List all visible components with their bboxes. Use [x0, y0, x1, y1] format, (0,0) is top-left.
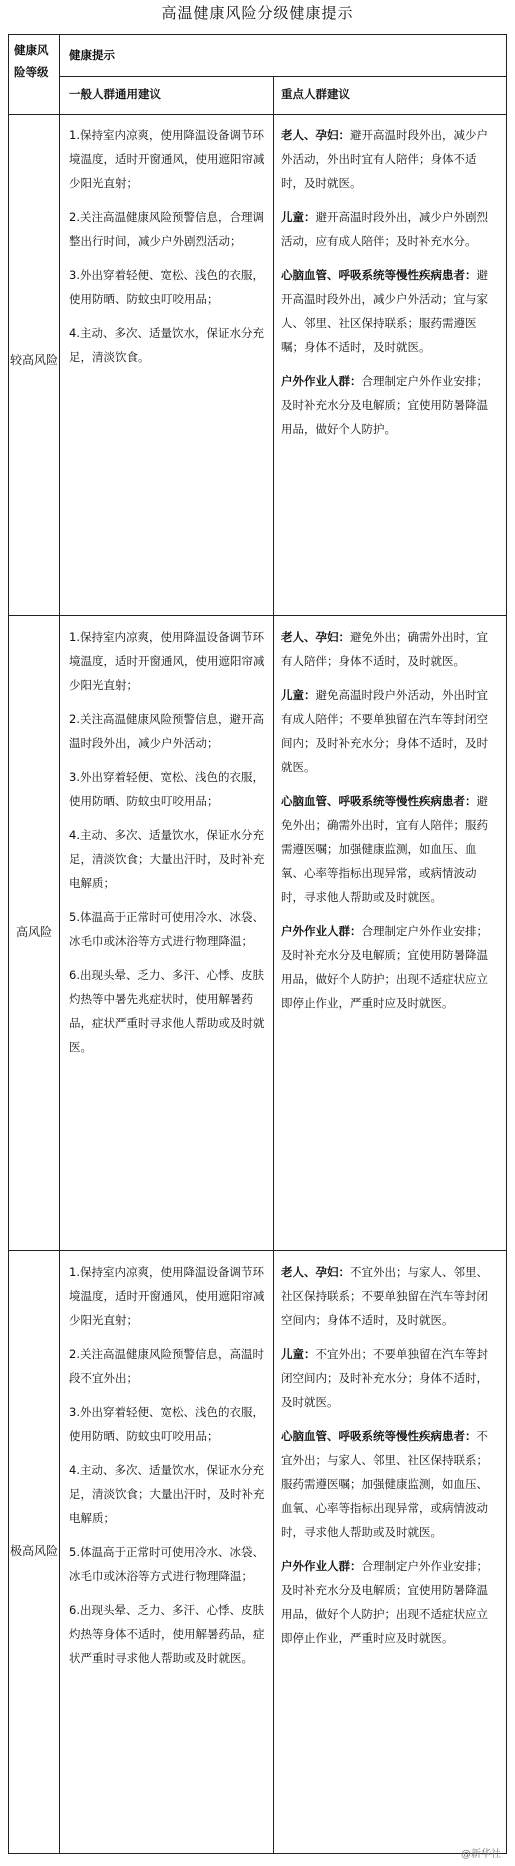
general-item: 4.主动、多次、适量饮水，保证水分充足，清淡饮食；大量出汗时，及时补充电解质；	[69, 1463, 265, 1525]
general-advice-row-1	[69, 123, 265, 379]
key-advice-row-3	[281, 1260, 499, 1660]
row-divider-subheader	[9, 114, 506, 115]
general-item: 5.体温高于正常时可使用冷水、冰袋、冰毛巾或沐浴等方式进行物理降温；	[69, 1545, 264, 1583]
key-group: 老人、孕妇：	[281, 1265, 350, 1279]
general-item: 2.关注高温健康风险预警信息，高温时段不宜外出；	[69, 1347, 264, 1385]
key-group: 心脑血管、呼吸系统等慢性疾病患者：	[281, 268, 477, 282]
row-divider-header	[59, 76, 506, 77]
general-item: 4.主动、多次、适量饮水，保证水分充足，清淡饮食；大量出汗时，及时补充电解质；	[69, 828, 265, 890]
general-advice-row-3	[69, 1260, 265, 1680]
col-divider-2	[273, 76, 274, 1853]
key-text: 避免外出；确需外出时，宜有人陪伴；服药需遵医嘱；加强健康监测，如血压、血氧、心率等指标出现异常，或病情波动时，寻求他人帮助或及时就医。	[281, 794, 488, 904]
general-item: 2.关注高温健康风险预警信息，避开高温时段外出，减少户外活动；	[69, 712, 264, 750]
key-group: 儿童：	[281, 210, 316, 224]
general-item: 1.保持室内凉爽，使用降温设备调节环境温度，适时开窗通风，使用遮阳帘减少阳光直射；	[69, 1265, 265, 1327]
health-tips-table	[8, 34, 507, 1854]
key-group: 户外作业人群：	[281, 374, 362, 388]
header-key: 重点人群建议	[281, 87, 350, 101]
header-general: 一般人群通用建议	[69, 87, 161, 101]
key-item	[281, 625, 499, 673]
risk-level-1: 较高风险	[9, 353, 58, 367]
key-group: 心脑血管、呼吸系统等慢性疾病患者：	[281, 1429, 477, 1443]
watermark: @新华社	[461, 1849, 501, 1860]
key-text: 避免外出；确需外出时，宜有人陪伴；身体不适时，及时就医。	[281, 630, 488, 668]
key-advice-row-1	[281, 123, 499, 451]
key-item	[281, 123, 499, 195]
general-item: 4.主动、多次、适量饮水，保证水分充足，清淡饮食。	[69, 326, 264, 364]
key-text: 不宜外出；与家人、邻里、社区保持联系；不要单独留在汽车等封闭空间内；身体不适时，及时就医。	[281, 1265, 488, 1327]
key-item	[281, 369, 499, 441]
general-item: 3.外出穿着轻便、宽松、浅色的衣服，使用防晒、防蚊虫叮咬用品；	[69, 1405, 264, 1443]
key-group: 户外作业人群：	[281, 924, 362, 938]
key-text: 避开高温时段外出，减少户外活动；宜与家人、邻里、社区保持联系；服药需遵医嘱；身体不适时，及时就医。	[281, 268, 488, 354]
general-item: 6.出现头晕、乏力、多汗、心悸、皮肤灼热等身体不适时，使用解暑药品，症状严重时寻求他人帮助或及时就医。	[69, 1603, 265, 1665]
header-risk-level: 健康风险等级	[14, 43, 49, 79]
row-divider-1	[9, 615, 506, 616]
key-item	[281, 919, 499, 1015]
general-item: 5.体温高于正常时可使用冷水、冰袋、冰毛巾或沐浴等方式进行物理降温；	[69, 910, 264, 948]
key-item	[281, 683, 499, 779]
key-group: 儿童：	[281, 1347, 316, 1361]
key-group: 老人、孕妇：	[281, 128, 350, 142]
key-item	[281, 263, 499, 359]
key-group: 心脑血管、呼吸系统等慢性疾病患者：	[281, 794, 477, 808]
col-divider-1	[59, 35, 60, 1853]
key-text: 避开高温时段外出，减少户外剧烈活动，应有成人陪伴；及时补充水分。	[281, 210, 488, 248]
key-text: 不宜外出；与家人、邻里、社区保持联系；服药需遵医嘱；加强健康监测，如血压、血氧、心率等指标出现异常，或病情波动时，寻求他人帮助或及时就医。	[281, 1429, 488, 1539]
general-item: 1.保持室内凉爽，使用降温设备调节环境温度，适时开窗通风，使用遮阳帘减少阳光直射；	[69, 630, 265, 692]
key-advice-row-2	[281, 625, 499, 1025]
key-text: 不宜外出；不要单独留在汽车等封闭空间内；及时补充水分；身体不适时，及时就医。	[281, 1347, 488, 1409]
key-item	[281, 1554, 499, 1650]
general-item: 6.出现头晕、乏力、多汗、心悸、皮肤灼热等中暑先兆症状时，使用解暑药品，症状严重时寻求他人帮助或及时就医。	[69, 968, 265, 1054]
key-item	[281, 789, 499, 909]
key-text: 合理制定户外作业安排；及时补充水分及电解质；宜使用防暑降温用品，做好个人防护；出现不适症状应立即停止作业，严重时应及时就医。	[281, 1559, 488, 1645]
key-item	[281, 205, 499, 253]
key-item	[281, 1260, 499, 1332]
general-item: 3.外出穿着轻便、宽松、浅色的衣服，使用防晒、防蚊虫叮咬用品；	[69, 770, 264, 808]
page-title: 高温健康风险分级健康提示	[161, 4, 354, 22]
header-health-tips: 健康提示	[69, 48, 115, 62]
key-text: 合理制定户外作业安排；及时补充水分及电解质；宜使用防暑降温用品，做好个人防护；出现不适症状应立即停止作业，严重时应及时就医。	[281, 924, 488, 1010]
key-item	[281, 1342, 499, 1414]
row-divider-2	[9, 1250, 506, 1251]
key-group: 户外作业人群：	[281, 1559, 362, 1573]
key-item	[281, 1424, 499, 1544]
risk-level-2: 高风险	[15, 925, 52, 939]
key-text: 合理制定户外作业安排；及时补充水分及电解质；宜使用防暑降温用品，做好个人防护。	[281, 374, 488, 436]
key-group: 儿童：	[281, 688, 316, 702]
risk-level-3: 极高风险	[9, 1544, 58, 1558]
key-group: 老人、孕妇：	[281, 630, 350, 644]
general-item: 3.外出穿着轻便、宽松、浅色的衣服，使用防晒、防蚊虫叮咬用品；	[69, 268, 264, 306]
general-item: 1.保持室内凉爽，使用降温设备调节环境温度，适时开窗通风，使用遮阳帘减少阳光直射；	[69, 128, 265, 190]
key-text: 避开高温时段外出，减少户外活动，外出时宜有人陪伴；身体不适时，及时就医。	[281, 128, 488, 190]
general-item: 2.关注高温健康风险预警信息，合理调整出行时间，减少户外剧烈活动；	[69, 210, 264, 248]
key-text: 避免高温时段户外活动，外出时宜有成人陪伴；不要单独留在汽车等封闭空间内；及时补充水分；身体不适时，及时就医。	[281, 688, 488, 774]
general-advice-row-2	[69, 625, 265, 1069]
